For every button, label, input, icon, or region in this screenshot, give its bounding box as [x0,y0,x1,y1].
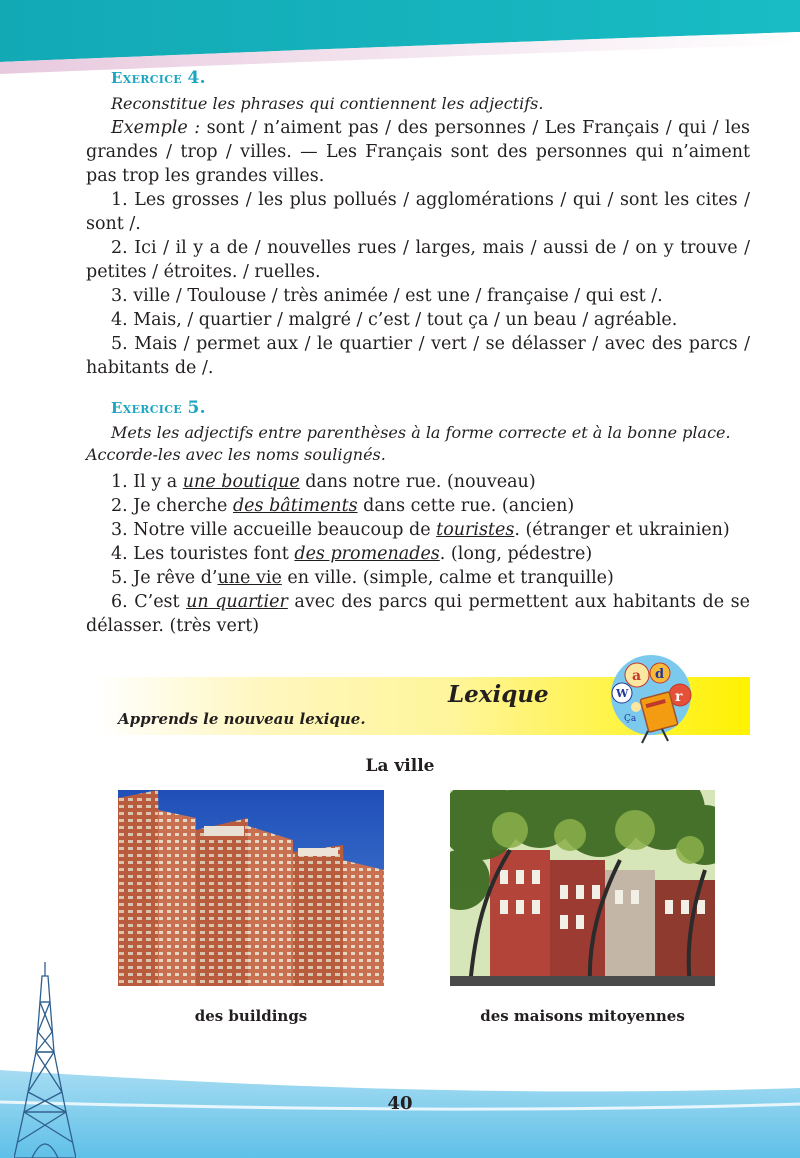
eiffel-tower-icon [14,962,76,1158]
svg-text:d: d [655,667,665,682]
buildings-photo [118,790,384,986]
exercise-5-item: 6. C’est un quartier avec des parcs qui permettent aux habitants de se délasser. (très vert) [86,592,750,636]
exercise-4-instruction: Reconstitue les phrases qui contiennent les adjectifs. [111,94,544,113]
alphabet-book-icon [604,655,704,755]
exercise-4-item: 1. Les grosses / les plus pollués / agglomérations / qui / sont les cites / sont /. [86,190,750,234]
lexique-title: Lexique [448,681,549,708]
top-decorative-band [0,0,800,75]
exercise-5-item: 4. Les touristes font des promenades. (long, pédestre) [111,544,593,564]
exercise-5-item: 1. Il y a une boutique dans notre rue. (nouveau) [111,472,536,492]
underlined-noun: une vie [217,568,282,588]
exercise-5-title: Exercice 5. [111,398,206,418]
exercise-4-item: 4. Mais, / quartier / malgré / c’est / tout ça / un beau / agréable. [111,310,678,330]
photo-caption: des buildings [194,1007,308,1025]
underlined-noun: des bâtiments [232,496,358,516]
svg-text:Ça: Ça [624,714,637,724]
exercise-4-title: Exercice 4. [111,68,206,88]
page-number: 40 [387,1093,413,1114]
townhouses-photo [450,790,715,986]
exercise-5-item: 5. Je rêve d’une vie en ville. (simple, calme et tranquille) [111,568,614,588]
underlined-noun: une boutique [182,472,300,492]
svg-text:r: r [675,689,683,705]
underlined-noun: touristes [436,520,515,540]
lexique-banner [96,667,750,737]
underlined-noun: des promenades [294,544,440,564]
section-title: La ville [365,756,435,776]
exercises-content [86,66,750,638]
exercise-5-instruction: Mets les adjectifs entre parenthèses à la forme correcte et à la bonne place. Accorde-les avec les noms soulignés. [86,423,731,464]
exercise-4-example: Exemple : sont / n’aiment pas / des personnes / Les Français / qui / les grandes / trop / villes. — Les Français sont des personnes qui n’aiment pas trop les grandes villes. [86,118,750,186]
exercise-4-item: 2. Ici / il y a de / nouvelles rues / larges, mais / aussi de / on y trouve / petites / étroites. / ruelles. [86,238,750,282]
underlined-noun: un quartier [186,592,288,612]
photo-caption: des maisons mitoyennes [480,1007,685,1025]
exercise-5-item: 3. Notre ville accueille beaucoup de touristes. (étranger et ukrainien) [111,520,730,540]
lexique-subtitle: Apprends le nouveau lexique. [118,710,366,728]
exercise-5-item: 2. Je cherche des bâtiments dans cette rue. (ancien) [111,496,575,516]
svg-text:a: a [632,668,642,684]
exercise-4-item: 5. Mais / permet aux / le quartier / vert / se délasser / avec des parcs / habitants de /. [86,334,750,378]
exercise-4-item: 3. ville / Toulouse / très animée / est une / française / qui est /. [111,286,663,306]
svg-text:W: W [616,687,629,700]
